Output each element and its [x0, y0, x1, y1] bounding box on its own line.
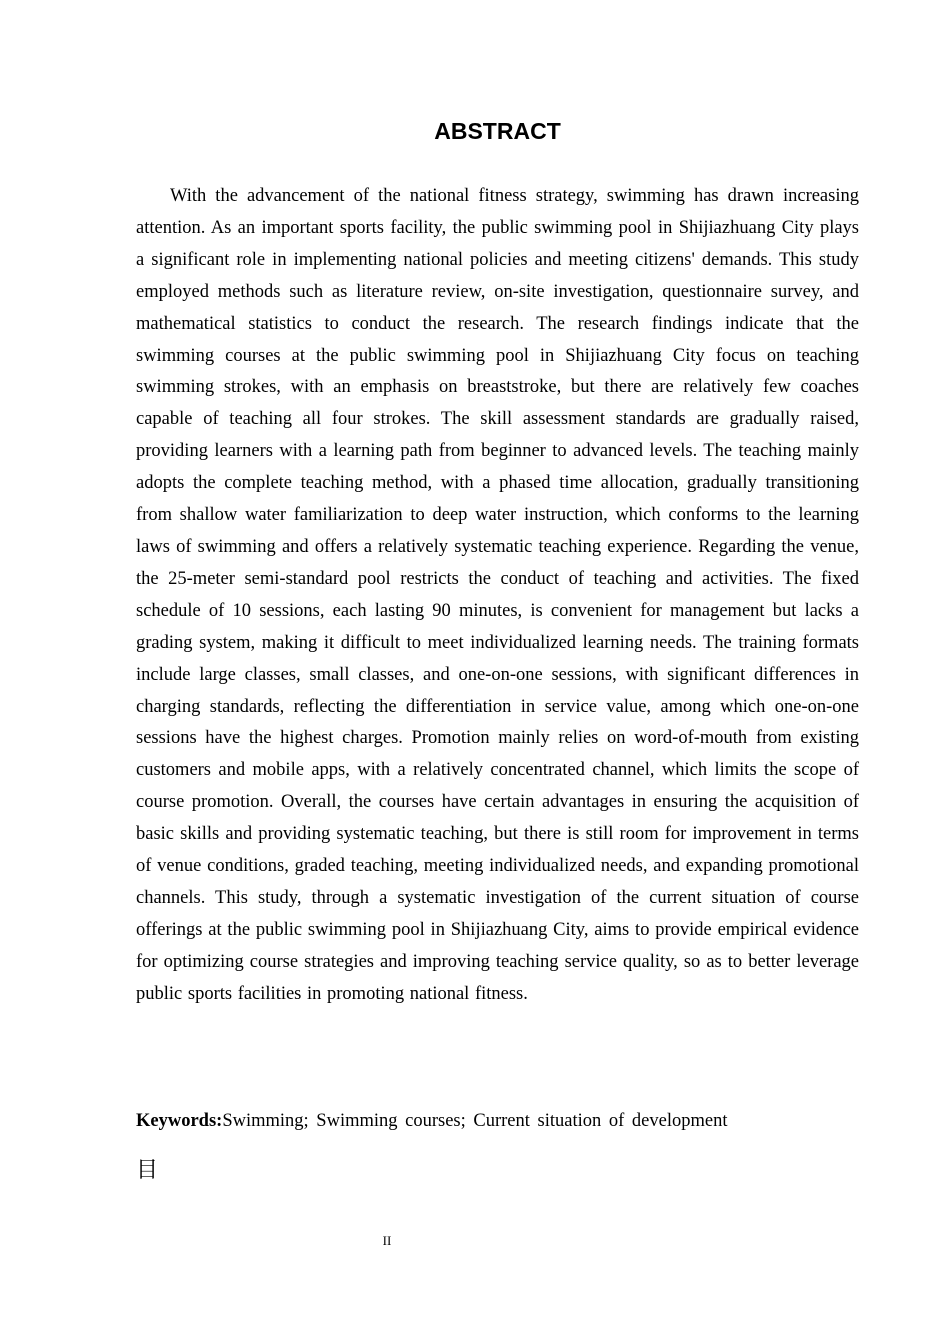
keywords-text: Swimming; Swimming courses; Current situation of development — [222, 1111, 728, 1131]
keywords-label: Keywords: — [136, 1111, 223, 1131]
table-of-contents-heading: 目 — [136, 1158, 159, 1183]
abstract-title: ABSTRACT — [434, 118, 561, 144]
abstract-body: With the advancement of the national fitness strategy, swimming has drawn increasing attention. As an important sports facility, the public swimming pool in Shijiazhuang City plays a significant role in implementing national policies and meeting citizens' demands. This study employed methods such as literature review, on-site investigation, questionnaire survey, and mathematical statistics to conduct the research. The research findings indicate that the swimming courses at the public swimming pool in Shijiazhuang City focus on teaching swimming strokes, with an emphasis on breaststroke, but there are relatively few coaches capable of teaching all four strokes. The skill assessment standards are gradually raised, providing learners with a learning path from beginner to advanced levels. The teaching mainly adopts the complete teaching method, with a phased time allocation, gradually transitioning from shallow water familiarization to deep water instruction, which conforms to the learning laws of swimming and offers a relatively systematic teaching experience. Regarding the venue, the 25-meter semi-standard pool restricts the conduct of teaching and activities. The fixed schedule of 10 sessions, each lasting 90 minutes, is convenient for management but lacks a grading system, making it difficult to meet individualized learning needs. The training formats include large classes, small classes, and one-on-one sessions, with significant differences in charging standards, reflecting the differentiation in service value, among which one-on-one sessions have the highest charges. Promotion mainly relies on word-of-mouth from existing customers and mobile apps, with a relatively concentrated channel, which limits the scope of course promotion. Overall, the courses have certain advantages in ensuring the acquisition of basic skills and providing systematic teaching, but there is still room for improvement in terms of venue conditions, graded teaching, meeting individualized needs, and expanding promotional channels. This study, through a systematic investigation of the current situation of course offerings at the public swimming pool in Shijiazhuang City, aims to provide empirical evidence for optimizing course strategies and improving teaching service quality, so as to better leverage public sports facilities in promoting national fitness. — [136, 186, 859, 1004]
page-number: II — [382, 1233, 392, 1248]
keywords-line — [136, 1106, 859, 1138]
